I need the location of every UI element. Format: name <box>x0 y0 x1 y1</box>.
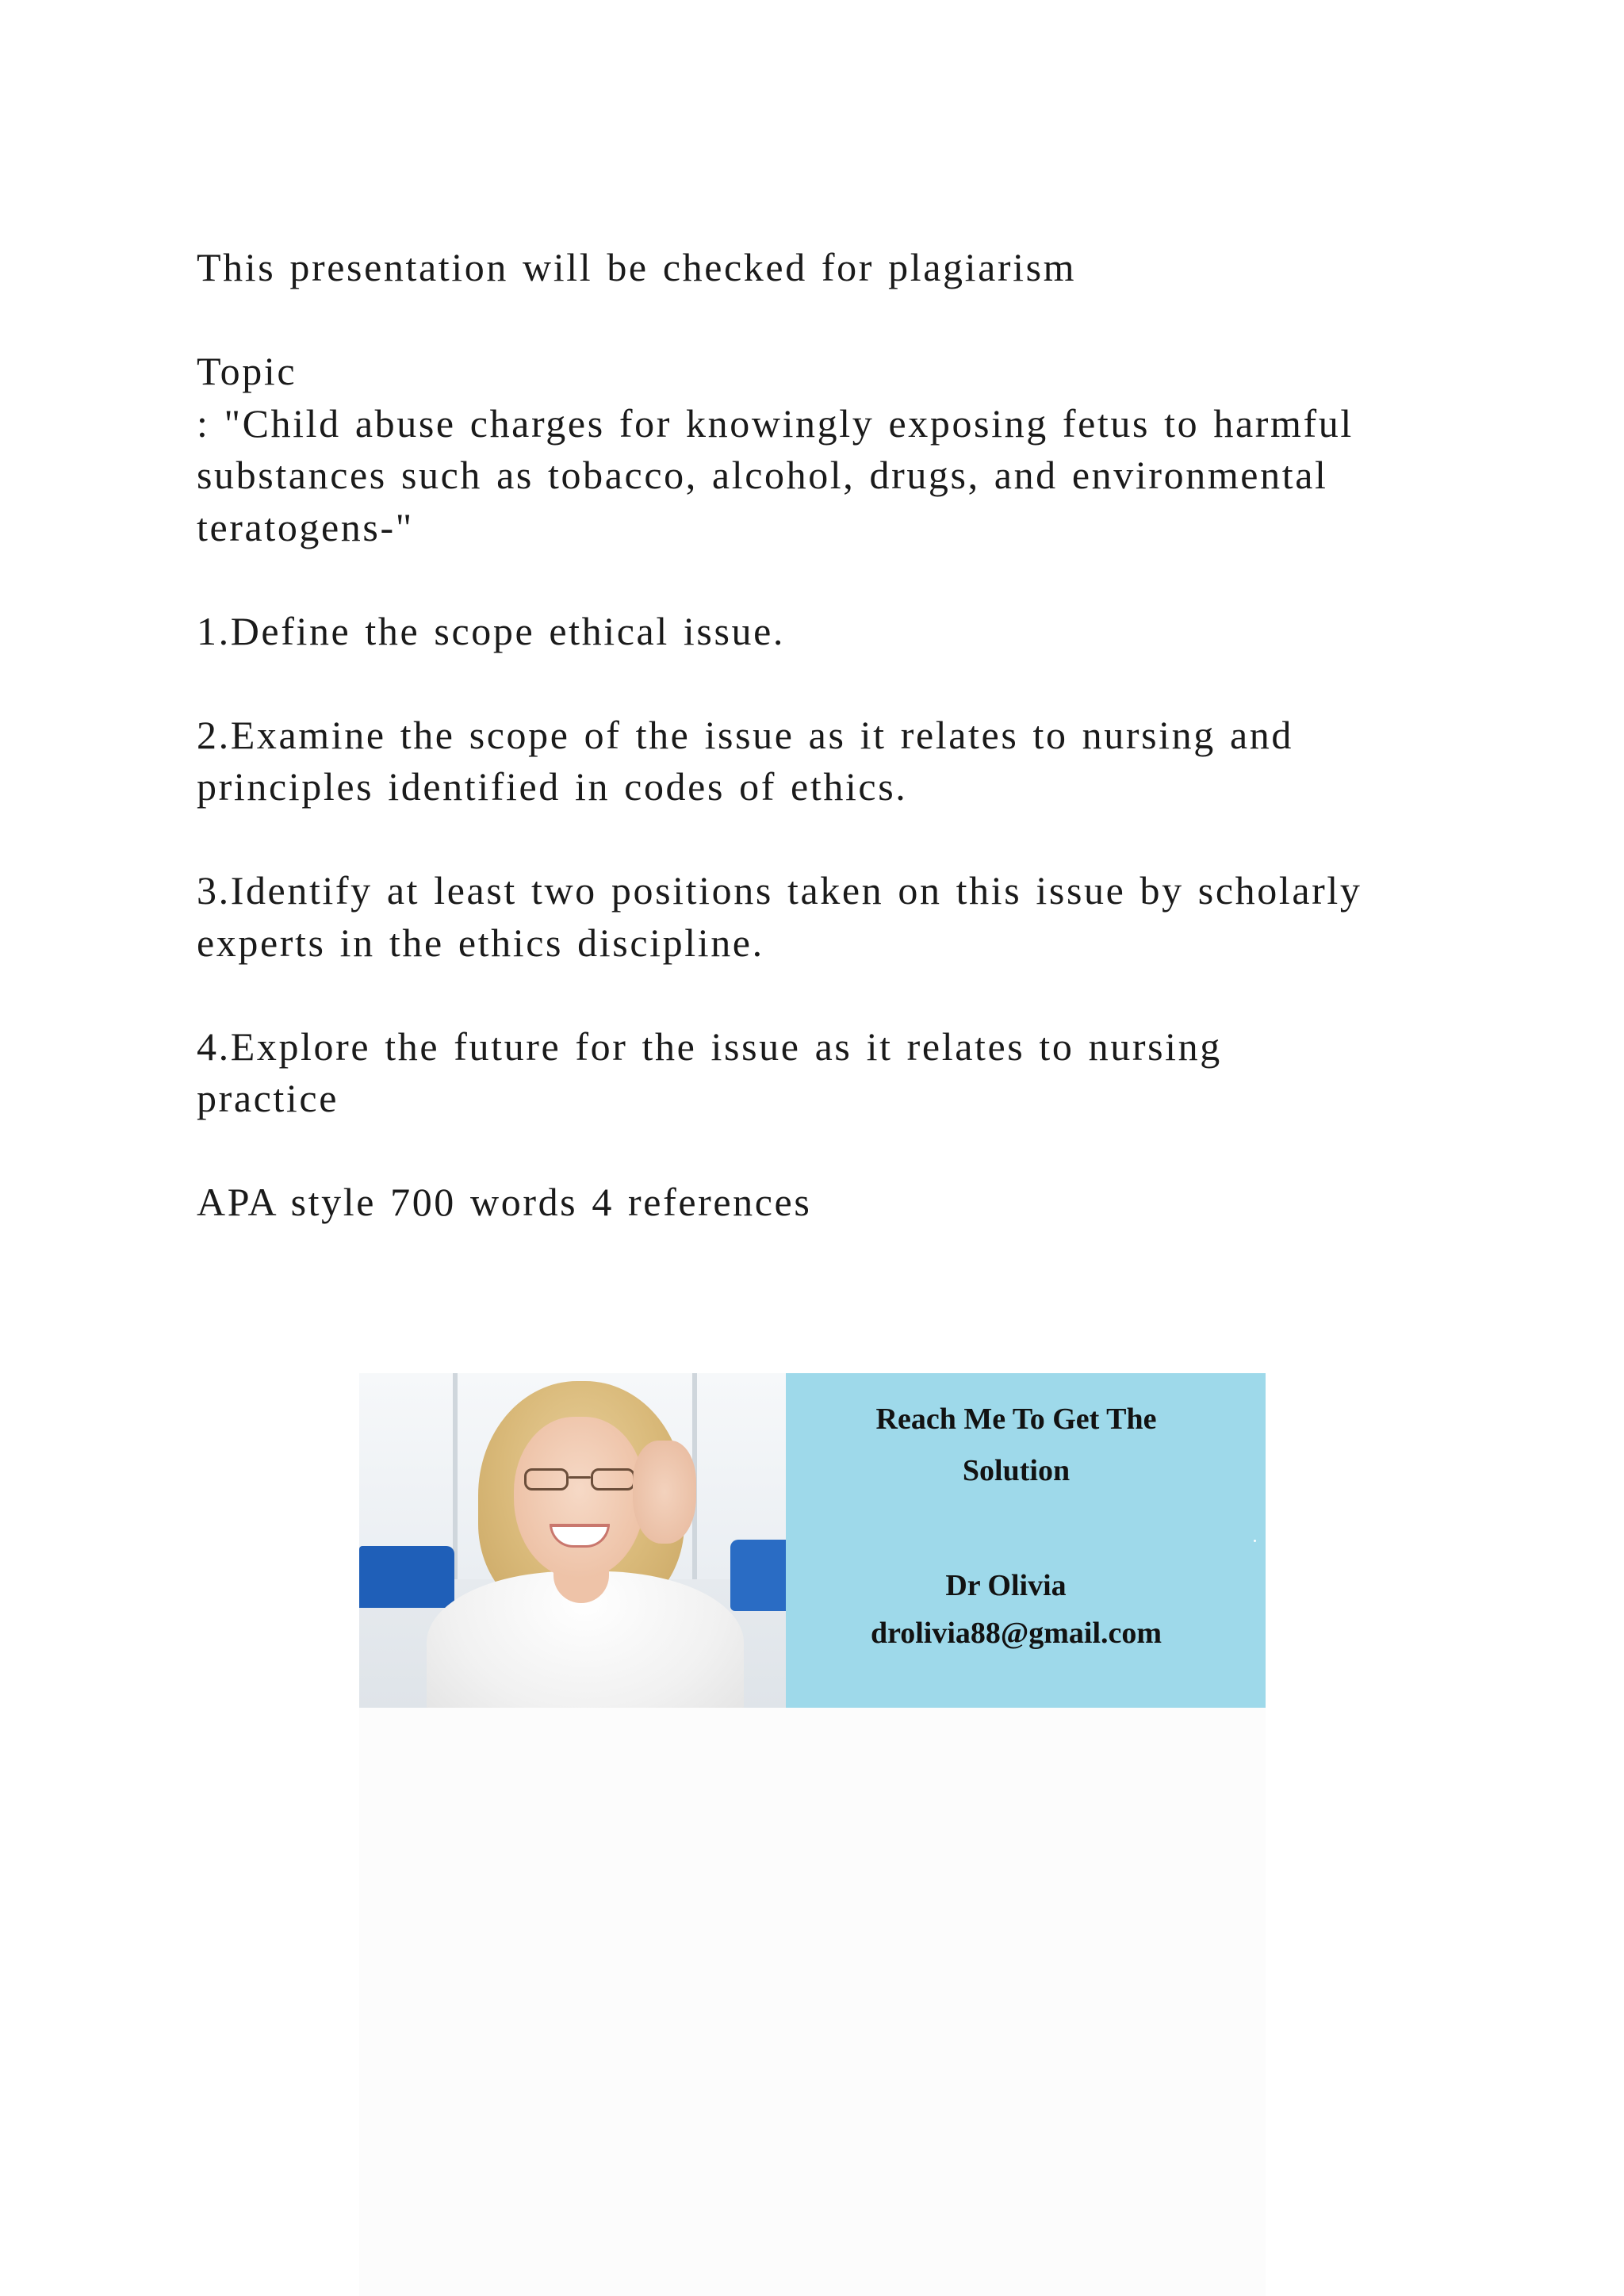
item-2-line: principles identified in codes of ethics. <box>197 764 908 809</box>
contact-email[interactable]: drolivia88@gmail.com <box>870 1617 1162 1650</box>
item-4-line: 4.Explore the future for the issue as it relates to nursing <box>197 1024 1222 1069</box>
face <box>514 1417 645 1579</box>
intro-text: This presentation will be checked for plagiarism <box>197 245 1077 289</box>
item-2-line: 2.Examine the scope of the issue as it relates to nursing and <box>197 712 1293 757</box>
topic-line: : "Child abuse charges for knowingly exposing fetus to harmful <box>197 400 1354 446</box>
topic-label: Topic <box>197 349 297 393</box>
topic-line: teratogens-" <box>197 504 414 549</box>
glasses-icon <box>524 1468 635 1492</box>
blue-chair-left <box>359 1546 454 1608</box>
banner-headline-2: Solution <box>962 1454 1071 1487</box>
requirements-text: APA style 700 words 4 references <box>197 1180 812 1224</box>
hand <box>633 1441 696 1544</box>
topic-line: substances such as tobacco, alcohol, drugs, and environmental <box>197 453 1328 497</box>
faint-background-area <box>359 1708 1266 2296</box>
contact-banner <box>359 1373 1266 1708</box>
banner-headline: Reach Me To Get The <box>875 1402 1157 1436</box>
decorative-dot <box>1254 1540 1256 1542</box>
woman-photo <box>359 1373 786 1708</box>
item-4-line: practice <box>197 1076 339 1120</box>
item-3-line: 3.Identify at least two positions taken on this issue by scholarly <box>197 868 1362 913</box>
contact-info-panel <box>786 1373 1266 1708</box>
item-3-line: experts in the ethics discipline. <box>197 920 764 965</box>
document-body <box>197 242 1465 1229</box>
item-1-line: 1.Define the scope ethical issue. <box>197 608 786 653</box>
contact-name: Dr Olivia <box>945 1569 1067 1602</box>
